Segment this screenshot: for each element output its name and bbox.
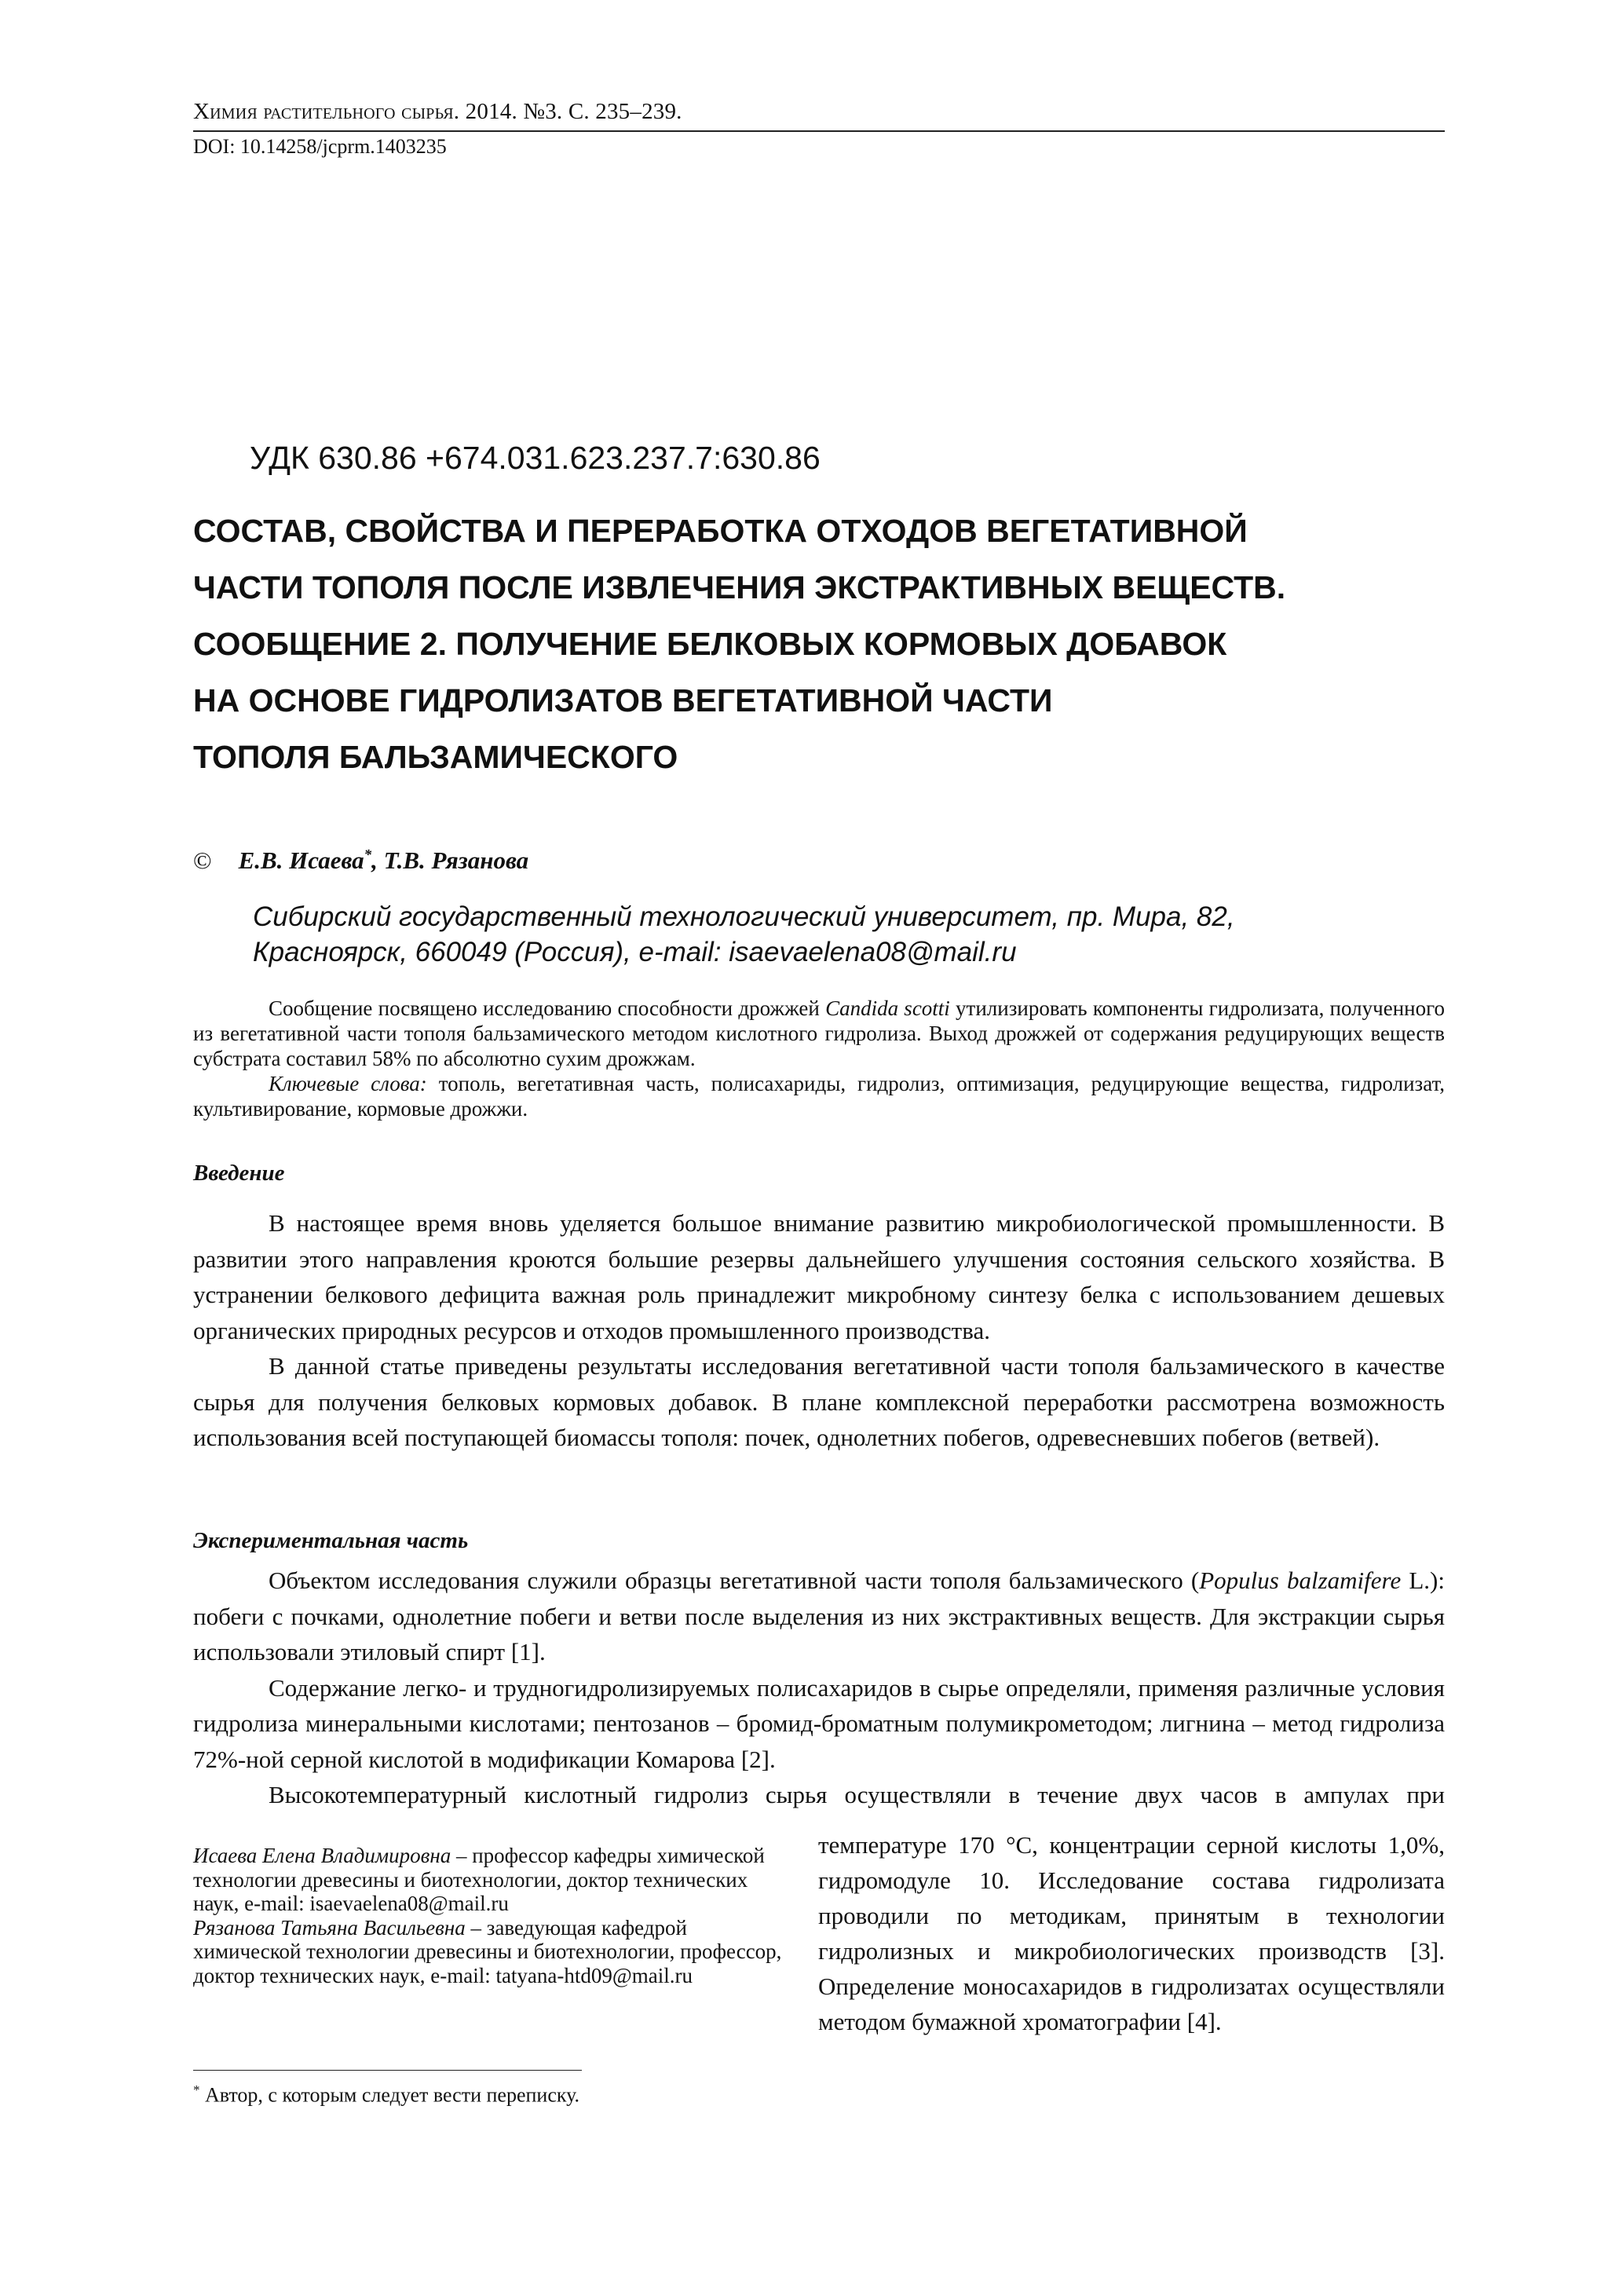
author-bio — [193, 1844, 790, 1987]
title-line: ТОПОЛЯ БАЛЬЗАМИЧЕСКОГО — [193, 739, 678, 775]
copyright-sign: © — [193, 846, 212, 874]
intro-text — [193, 1205, 1445, 1456]
bio-entry: Исаева Елена Владимировна – профессор кафедры химической технологии древесины и биотехнологии, доктор технических наук, e-mail: isaevaelena08@mail.ru — [193, 1844, 765, 1915]
udk-code: УДК 630.86 +674.031.623.237.7:630.86 — [250, 440, 821, 476]
abstract — [193, 996, 1445, 1121]
paragraph: Объектом исследования служили образцы вегетативной части тополя бальзамического (Populus balzamifere L.): побеги с почками, однолетние побеги и ветви после выделения из них экстрактивных веществ. Для экстракции сырья использовали этиловый спирт [1]. — [193, 1567, 1445, 1665]
footnote-rule — [193, 2070, 582, 2071]
title-line: НА ОСНОВЕ ГИДРОЛИЗАТОВ ВЕГЕТАТИВНОЙ ЧАСТИ — [193, 682, 1053, 718]
section-heading-intro: Введение — [193, 1161, 285, 1186]
section-heading-experimental: Экспериментальная часть — [193, 1528, 469, 1553]
authors — [193, 846, 528, 875]
article-title — [193, 503, 1465, 785]
header-rule — [193, 130, 1445, 132]
paragraph: температуре 170 °С, концентрации серной кислоты 1,0%, гидромодуле 10. Исследование состава гидролизата проводили по методикам, принятым в технологии гидролизных и микробиологических производств [3]. Определение моносахаридов в гидролизатах осуществляли методом бумажной хроматографии [4]. — [818, 1831, 1445, 2035]
experimental-continued — [818, 1827, 1445, 2039]
keywords: Ключевые слова: тополь, вегетативная часть, полисахариды, гидролиз, оптимизация, редуцирующие вещества, гидролизат, культивирование, кормовые дрожжи. — [193, 1072, 1445, 1121]
corresponding-mark: * — [364, 846, 372, 864]
journal-header: Химия растительного сырья. 2014. №3. С. 235–239. — [193, 99, 682, 124]
title-line: СООБЩЕНИЕ 2. ПОЛУЧЕНИЕ БЕЛКОВЫХ КОРМОВЫХ ДОБАВОК — [193, 626, 1227, 662]
doi: DOI: 10.14258/jcprm.1403235 — [193, 135, 447, 158]
paragraph: В данной статье приведены результаты исследования вегетативной части тополя бальзамического в качестве сырья для получения белковых кормовых добавок. В плане комплексной переработки рассмотрена возможность использования всей поступающей биомассы тополя: почек, однолетних побегов, одревесневших побегов (ветвей). — [193, 1352, 1445, 1451]
paragraph: Содержание легко- и трудногидролизируемых полисахаридов в сырье определяли, применяя различные условия гидролиза минеральными кислотами; пентозанов – бромид-броматным полумикрометодом; лигнина – метод гидролиза 72%-ной серной кислотой в модификации Комарова [2]. — [193, 1673, 1445, 1773]
title-line: СОСТАВ, СВОЙСТВА И ПЕРЕРАБОТКА ОТХОДОВ ВЕГЕТАТИВНОЙ — [193, 513, 1248, 549]
experimental-text — [193, 1563, 1445, 1813]
abstract-text: Сообщение посвящено исследованию способности дрожжей Candida scotti утилизировать компоненты гидролизата, полученного из вегетативной части тополя бальзамического методом кислотного гидролиза. Выход дрожжей от содержания редуцирующих веществ субстрата составил 58% по абсолютно сухим дрожжам. — [193, 996, 1445, 1070]
author-2: , Т.В. Рязанова — [371, 846, 529, 874]
affiliation-line: Сибирский государственный технологический университет, пр. Мира, 82, — [253, 901, 1235, 932]
affiliation — [253, 899, 1462, 970]
title-line: ЧАСТИ ТОПОЛЯ ПОСЛЕ ИЗВЛЕЧЕНИЯ ЭКСТРАКТИВНЫХ ВЕЩЕСТВ. — [193, 569, 1286, 605]
paragraph: Высокотемпературный кислотный гидролиз сырья осуществляли в течение двух часов в ампулах при — [269, 1781, 1445, 1808]
footnote: * Автор, с которым следует вести переписку. — [193, 2082, 580, 2107]
author-1: Е.В. Исаева — [238, 846, 364, 874]
affiliation-line: Красноярск, 660049 (Россия), e-mail: isaevaelena08@mail.ru — [253, 937, 1017, 967]
paragraph: В настоящее время вновь уделяется большое внимание развитию микробиологической промышленности. В развитии этого направления кроются большие резервы дальнейшего улучшения состояния сельского хозяйства. В устранении белкового дефицита важная роль принадлежит микробному синтезу белка с использованием дешевых органических природных ресурсов и отходов промышленного производства. — [193, 1209, 1445, 1344]
bio-entry: Рязанова Татьяна Васильевна – заведующая кафедрой химической технологии древесины и биотехнологии, профессор, доктор технических наук, e-mail: tatyana-htd09@mail.ru — [193, 1915, 782, 1987]
